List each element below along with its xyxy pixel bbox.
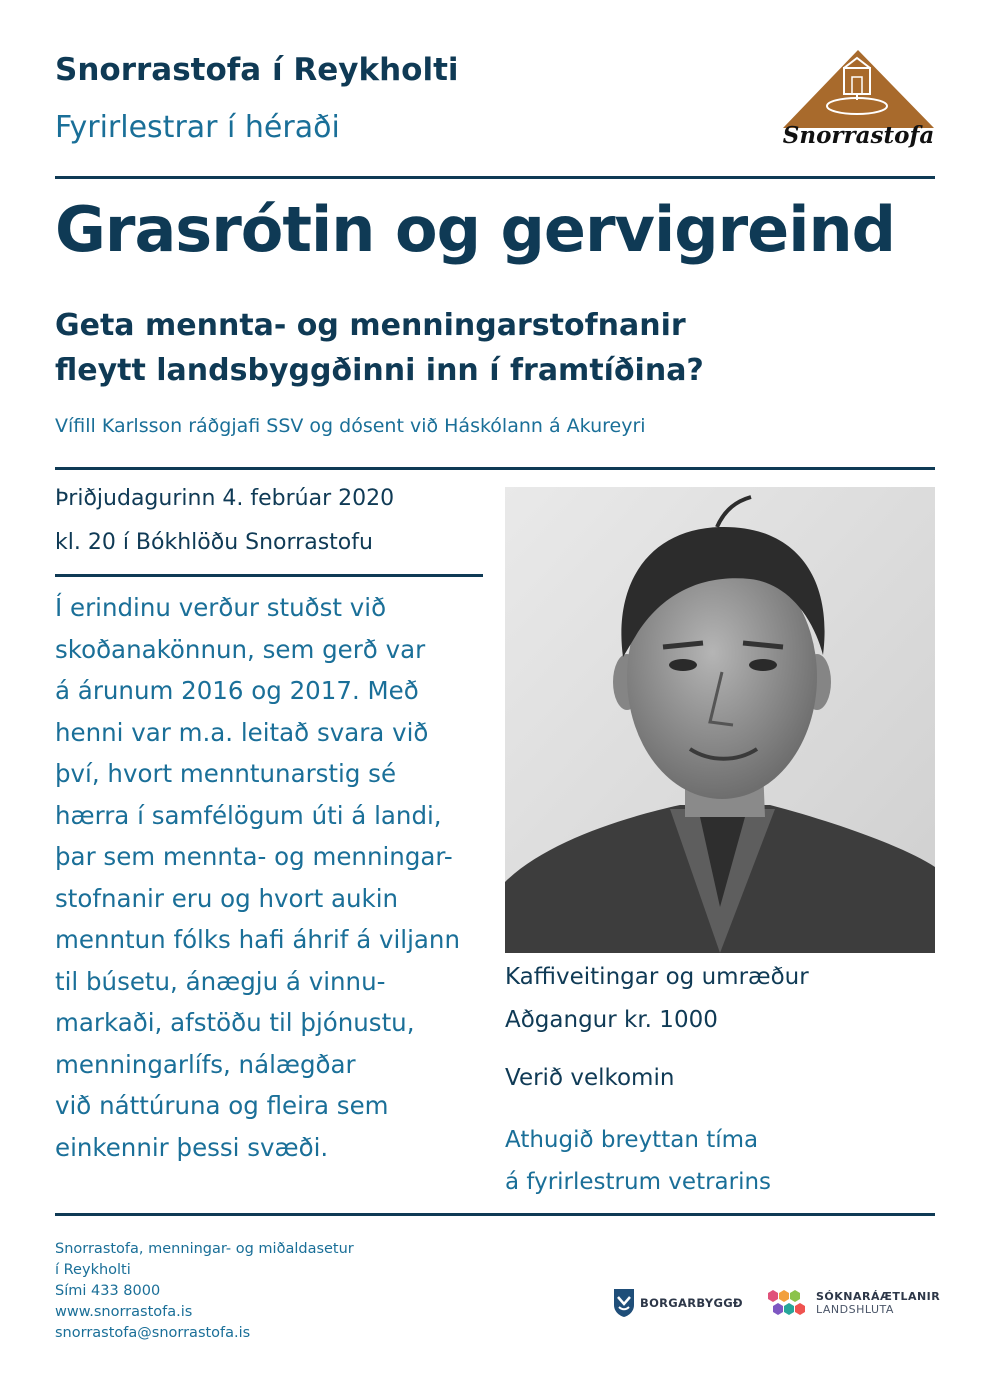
speaker-photo bbox=[505, 487, 935, 953]
borgarbyggd-logo bbox=[613, 1285, 743, 1321]
admission-price: Aðgangur kr. 1000 bbox=[505, 1007, 718, 1033]
abstract-line: stofnanir eru og hvort aukin bbox=[55, 883, 399, 913]
footer-divider bbox=[55, 1213, 935, 1216]
abstract-line: á árunum 2016 og 2017. Með bbox=[55, 676, 419, 705]
snorrastofa-logo bbox=[782, 50, 935, 158]
lecture-title: Grasrótin og gervigreind bbox=[55, 193, 896, 266]
soknar-label-line-2: LANDSHLUTA bbox=[816, 1303, 894, 1316]
borgarbyggd-shield-icon bbox=[613, 1288, 635, 1318]
event-date: Þriðjudagurinn 4. febrúar 2020 bbox=[55, 486, 395, 511]
lecture-abstract bbox=[55, 587, 495, 1168]
refreshments-note: Kaffiveitingar og umræður bbox=[505, 964, 809, 990]
hexagon-cluster-icon bbox=[766, 1288, 810, 1318]
logo-wordmark: Snorrastofa bbox=[782, 122, 935, 149]
abstract-line: hærra í samfélögum úti á landi, bbox=[55, 800, 442, 830]
abstract-line: markaði, afstöðu til þjónustu, bbox=[55, 1008, 415, 1037]
welcome-note: Verið velkomin bbox=[505, 1065, 675, 1091]
contact-location: í Reykholti bbox=[55, 1262, 131, 1278]
speaker-line: Vífill Karlsson ráðgjafi SSV og dósent við Háskólann á Akureyri bbox=[55, 415, 646, 437]
abstract-line: því, hvort menntunarstig sé bbox=[55, 759, 397, 788]
event-time-place: kl. 20 í Bókhlöðu Snorrastofu bbox=[55, 530, 373, 555]
schedule-notice-line-2: á fyrirlestrum vetrarins bbox=[505, 1169, 772, 1195]
borgarbyggd-label: BORGARBYGGÐ bbox=[640, 1296, 743, 1310]
schedule-notice-line-1: Athugið breyttan tíma bbox=[505, 1127, 759, 1153]
contact-phone: Sími 433 8000 bbox=[55, 1283, 161, 1299]
subtitle-line-1: Geta mennta- og menningarstofnanir bbox=[55, 308, 686, 343]
abstract-line: henni var m.a. leitað svara við bbox=[55, 717, 429, 747]
subtitle-line-2: fleytt landsbyggðinni inn í framtíðina? bbox=[55, 353, 704, 388]
soknaraaetlanir-logo bbox=[766, 1285, 940, 1321]
abstract-line: þar sem mennta- og menningar- bbox=[55, 842, 453, 871]
soknar-label-line-1: SÓKNARÁÆTLANIR bbox=[816, 1290, 941, 1303]
lecture-series-name: Fyrirlestrar í héraði bbox=[55, 110, 340, 145]
date-divider bbox=[55, 574, 483, 577]
header-divider bbox=[55, 176, 935, 179]
contact-org: Snorrastofa, menningar- og miðaldasetur bbox=[55, 1241, 354, 1257]
lecture-subtitle bbox=[55, 303, 935, 393]
abstract-line: Í erindinu verður stuðst við bbox=[55, 593, 387, 622]
organization-name: Snorrastofa í Reykholti bbox=[55, 52, 459, 88]
title-divider bbox=[55, 467, 935, 470]
snorrastofa-house-icon bbox=[782, 50, 935, 130]
abstract-line: við náttúruna og fleira sem bbox=[55, 1091, 389, 1120]
abstract-line: skoðanakönnun, sem gerð var bbox=[55, 634, 426, 664]
abstract-line: einkennir þessi svæði. bbox=[55, 1132, 329, 1162]
contact-email[interactable]: snorrastofa@snorrastofa.is bbox=[55, 1325, 251, 1341]
abstract-line: menntun fólks hafi áhrif á viljann bbox=[55, 925, 460, 954]
abstract-line: til búsetu, ánægju á vinnu- bbox=[55, 966, 386, 996]
speaker-portrait-icon bbox=[505, 487, 935, 953]
abstract-line: menningarlífs, nálægðar bbox=[55, 1049, 356, 1079]
contact-website[interactable]: www.snorrastofa.is bbox=[55, 1304, 193, 1320]
